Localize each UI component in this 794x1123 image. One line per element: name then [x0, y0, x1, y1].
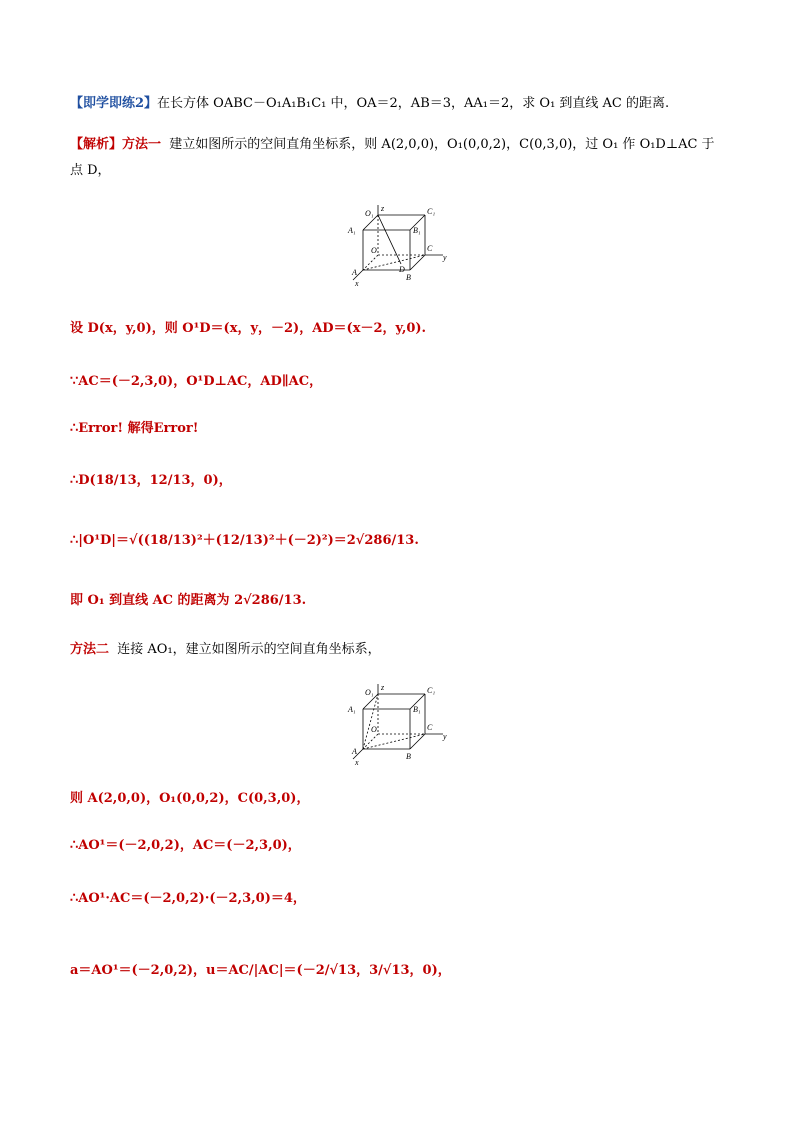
line-conclusion: 即 O₁ 到直线 AC 的距离为 2√286/13.: [70, 593, 307, 608]
svg-text:C: C: [427, 723, 433, 732]
svg-text:A: A: [352, 747, 357, 756]
svg-text:O: O: [371, 725, 377, 734]
problem-line: [70, 95, 669, 113]
line-error: ∴Error! 解得Error!: [70, 421, 199, 436]
coordinate-figure-1: [343, 203, 453, 288]
svg-text:O₁: O₁: [365, 688, 374, 697]
label-A: A: [352, 268, 357, 277]
coordinate-figure-2: [343, 682, 453, 767]
svg-text:B: B: [406, 752, 411, 761]
svg-text:x: x: [355, 758, 359, 767]
label-B: B: [406, 273, 411, 282]
line-since: ∵AC＝(－2,3,0)，O¹D⊥AC，AD∥AC，: [70, 374, 323, 389]
label-C1: C₁: [427, 207, 436, 216]
label-O: O: [371, 246, 377, 255]
svg-text:z: z: [381, 683, 385, 692]
method2-intro: 连接 AO₁，建立如图所示的空间直角坐标系，: [117, 642, 381, 657]
label-O1: O₁: [365, 209, 374, 218]
line-m2-vecs: ∴AO¹＝(－2,0,2)，AC＝(－2,3,0)，: [70, 838, 301, 853]
label-C: C: [427, 244, 433, 253]
label-z: z: [381, 204, 385, 213]
line-m2-au: a＝AO¹＝(－2,0,2)，u＝AC/|AC|＝(－2/√13，3/√13，0)，: [70, 963, 451, 978]
svg-text:C₁: C₁: [427, 686, 436, 695]
label-A1: A₁: [348, 226, 356, 235]
problem-text: 在长方体 OABC－O₁A₁B₁C₁ 中，OA＝2，AB＝3，AA₁＝2，求 O₁ 到直线 AC 的距离.: [157, 96, 670, 111]
svg-text:y: y: [443, 732, 447, 741]
method1-intro-cont: 点 D，: [70, 163, 111, 178]
label-B1: B₁: [413, 226, 421, 235]
analysis-tag: 【解析】: [70, 137, 123, 152]
line-m2-coords: 则 A(2,0,0)，O₁(0,0,2)，C(0,3,0)，: [70, 791, 310, 806]
line-m2-dot: ∴AO¹·AC＝(－2,0,2)·(－2,3,0)＝4，: [70, 891, 306, 906]
label-D: D: [399, 265, 405, 274]
problem-tag: 【即学即练2】: [70, 96, 158, 111]
label-x: x: [355, 279, 359, 288]
method1-intro: 建立如图所示的空间直角坐标系，则 A(2,0,0)，O₁(0,0,2)，C(0,3,0)，过 O₁ 作 O₁D⊥AC 于: [169, 137, 715, 152]
method1-intro-line: [70, 136, 715, 154]
line-norm: ∴|O¹D|＝√((18/13)²＋(12/13)²＋(－2)²)＝2√286/13.: [70, 533, 419, 548]
method2-label: 方法二: [70, 642, 110, 657]
line-set-D: 设 D(x，y,0)，则 O¹D＝(x，y，－2)，AD＝(x－2，y,0).: [70, 321, 427, 336]
method1-label: 方法一: [122, 137, 162, 152]
svg-text:A₁: A₁: [348, 705, 356, 714]
line-D-coords: ∴D(18/13，12/13，0)，: [70, 473, 232, 488]
svg-text:B₁: B₁: [413, 705, 421, 714]
label-y: y: [443, 253, 447, 262]
method2-intro-line: [70, 641, 381, 659]
